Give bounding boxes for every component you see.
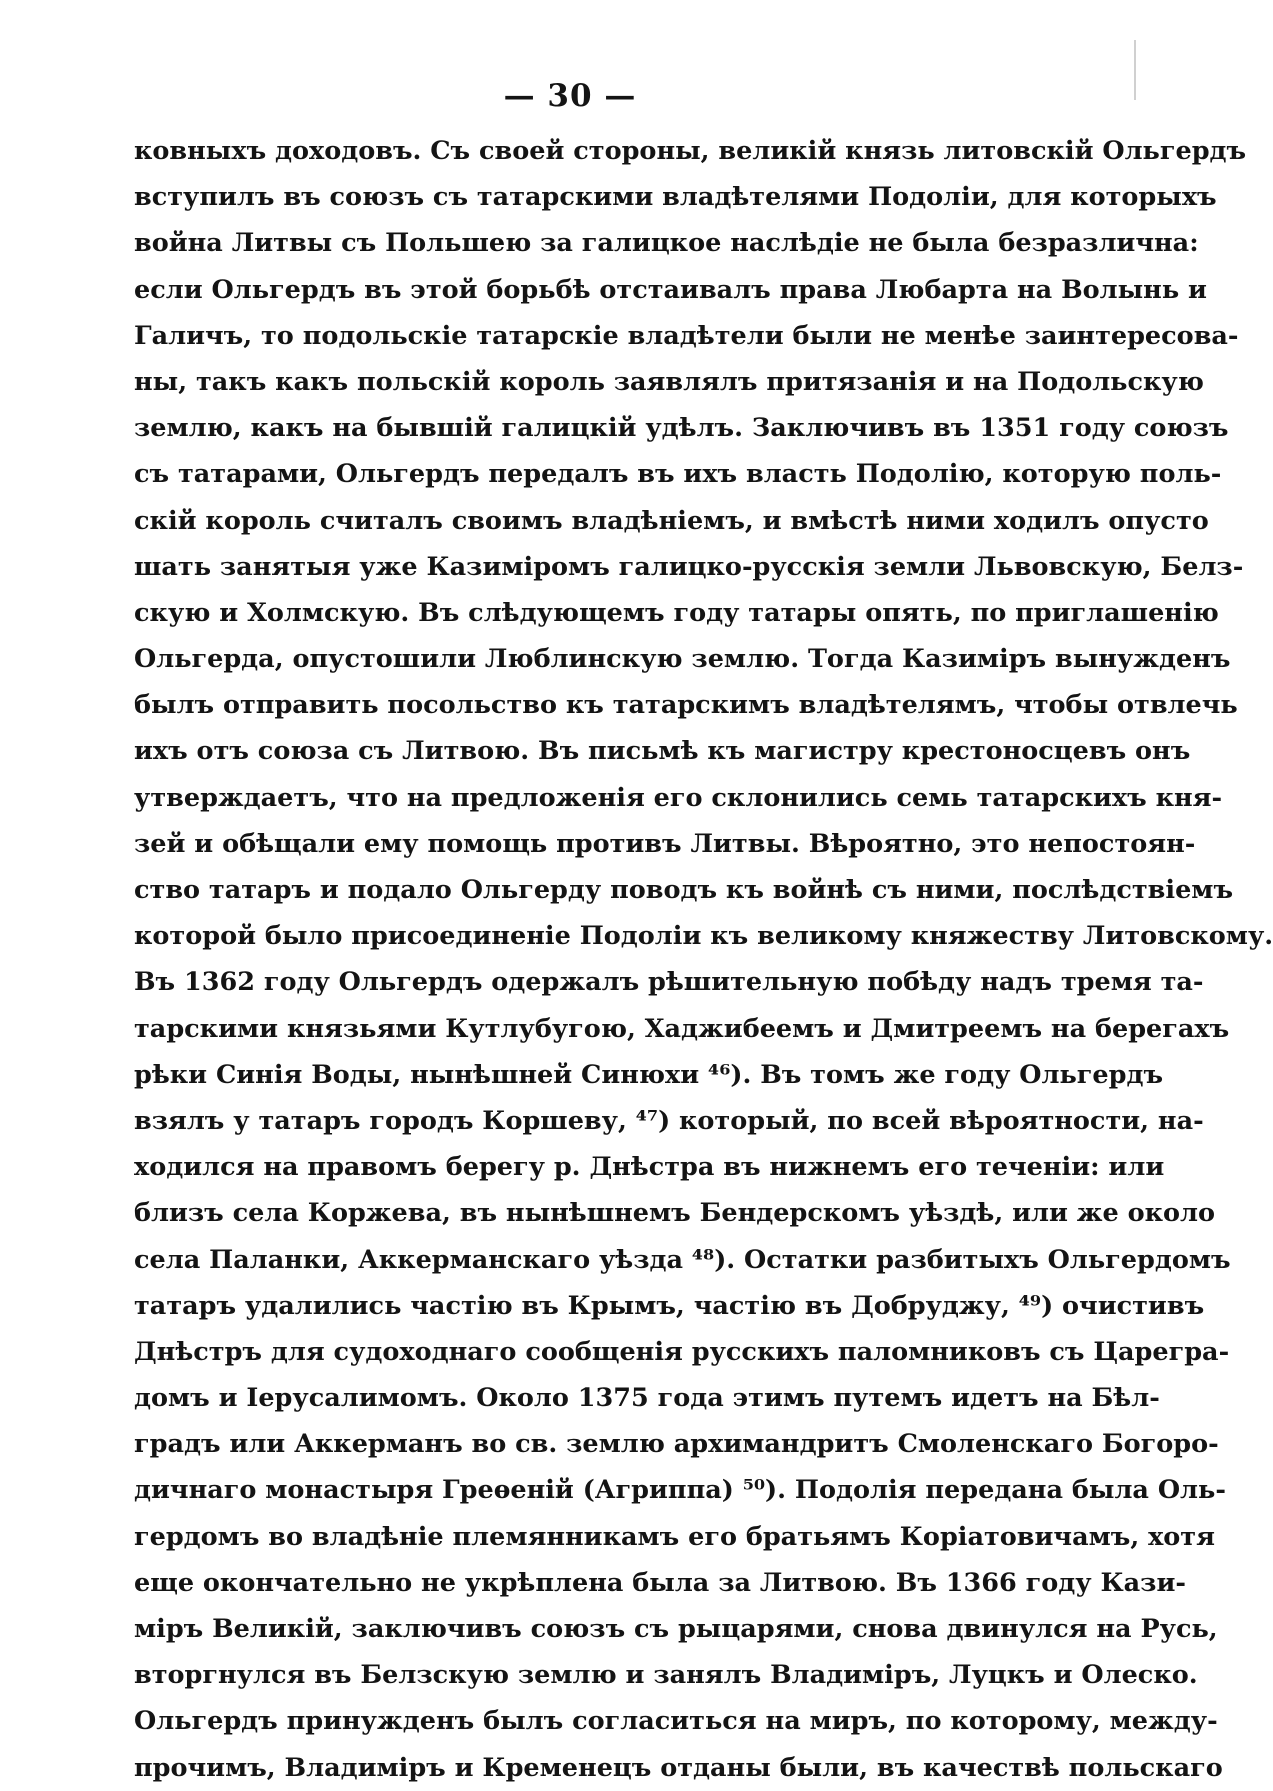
text-line: война Литвы съ Польшею за галицкое наслѣдіе не была безразлична: [134, 228, 1199, 259]
text-line: дичнаго монастыря Греѳеній (Агриппа) ⁵⁰). Подолія передана была Оль- [134, 1475, 1226, 1506]
text-line: близъ села Коржева, въ нынѣшнемъ Бендерскомъ уѣздѣ, или же около [134, 1198, 1216, 1229]
text-line: зей и обѣщали ему помощь противъ Литвы. Вѣроятно, это непостоян- [134, 828, 1196, 859]
text-line: гердомъ во владѣніе племянникамъ его братьямъ Коріатовичамъ, хотя [134, 1521, 1215, 1552]
text-line: Въ 1362 году Ольгердъ одержалъ рѣшительную побѣду надъ тремя та- [134, 967, 1204, 998]
text-line: которой было присоединеніе Подоліи къ великому княжеству Литовскому. [134, 921, 1273, 952]
text-line: съ татарами, Ольгердъ передалъ въ ихъ власть Подолію, которую поль- [134, 459, 1222, 490]
page-number: — 30 — [503, 78, 637, 114]
text-line: градъ или Аккерманъ во св. землю архимандритъ Смоленскаго Богоро- [134, 1429, 1219, 1460]
body-text [134, 128, 1273, 1791]
text-line: тарскими князьями Кутлубугою, Хаджибеемъ и Дмитреемъ на берегахъ [134, 1013, 1230, 1044]
text-line: взялъ у татаръ городъ Коршеву, ⁴⁷) который, по всей вѣроятности, на- [134, 1105, 1204, 1136]
text-line: если Ольгердъ въ этой борьбѣ отстаивалъ права Любарта на Волынь и [134, 274, 1207, 305]
text-line: міръ Великій, заключивъ союзъ съ рыцарями, снова двинулся на Русь, [134, 1614, 1218, 1644]
text-line: Галичъ, то подольскіе татарскіе владѣтели были не менѣе заинтересова- [134, 320, 1239, 351]
text-line: домъ и Іерусалимомъ. Около 1375 года этимъ путемъ идетъ на Бѣл- [134, 1383, 1160, 1414]
text-line: ходился на правомъ берегу р. Днѣстра въ нижнемъ его теченіи: или [134, 1152, 1165, 1183]
text-line: былъ отправить посольство къ татарскимъ владѣтелямъ, чтобы отвлечь [134, 690, 1238, 721]
text-line: Днѣстръ для судоходнаго сообщенія русскихъ паломниковъ съ Царегра- [134, 1336, 1230, 1367]
text-line: утверждаетъ, что на предложенія его склонились семь татарскихъ кня- [134, 782, 1223, 813]
text-line: татаръ удалились частію въ Крымъ, частію въ Добруджу, ⁴⁹) очистивъ [134, 1290, 1205, 1321]
text-line: прочимъ, Владиміръ и Кременецъ отданы были, въ качествѣ польскаго [134, 1752, 1223, 1783]
text-line: Ольгердъ принужденъ былъ согласиться на миръ, по которому, между- [134, 1706, 1218, 1737]
text-line: скій король считалъ своимъ владѣніемъ, и вмѣстѣ ними ходилъ опусто [134, 505, 1209, 536]
text-line: ихъ отъ союза съ Литвою. Въ письмѣ къ магистру крестоносцевъ онъ [134, 736, 1191, 767]
text-line: рѣки Синія Воды, нынѣшней Синюхи ⁴⁶). Въ томъ же году Ольгердъ [134, 1059, 1164, 1090]
text-line: землю, какъ на бывшій галицкій удѣлъ. Заключивъ въ 1351 году союзъ [134, 413, 1229, 444]
text-line: ны, такъ какъ польскій король заявлялъ притязанія и на Подольскую [134, 366, 1204, 397]
text-line: ство татаръ и подало Ольгерду поводъ къ войнѣ съ ними, послѣдствіемъ [134, 875, 1234, 905]
text-line: шать занятыя уже Казиміромъ галицко-русскія земли Львовскую, Белз- [134, 551, 1244, 582]
text-line: Ольгерда, опустошили Люблинскую землю. Тогда Казиміръ вынужденъ [134, 644, 1231, 675]
text-line: села Паланки, Аккерманскаго уѣзда ⁴⁸). Остатки разбитыхъ Ольгердомъ [134, 1244, 1231, 1275]
text-line: вступилъ въ союзъ съ татарскими владѣтелями Подоліи, для которыхъ [134, 182, 1217, 213]
text-line: еще окончательно не укрѣплена была за Литвою. Въ 1366 году Кази- [134, 1567, 1186, 1598]
text-line: ковныхъ доходовъ. Съ своей стороны, великій князь литовскій Ольгердъ [134, 136, 1247, 166]
text-line: вторгнулся въ Белзскую землю и занялъ Владиміръ, Луцкъ и Олеско. [134, 1660, 1198, 1691]
text-line: скую и Холмскую. Въ слѣдующемъ году татары опять, по приглашенію [134, 597, 1219, 628]
